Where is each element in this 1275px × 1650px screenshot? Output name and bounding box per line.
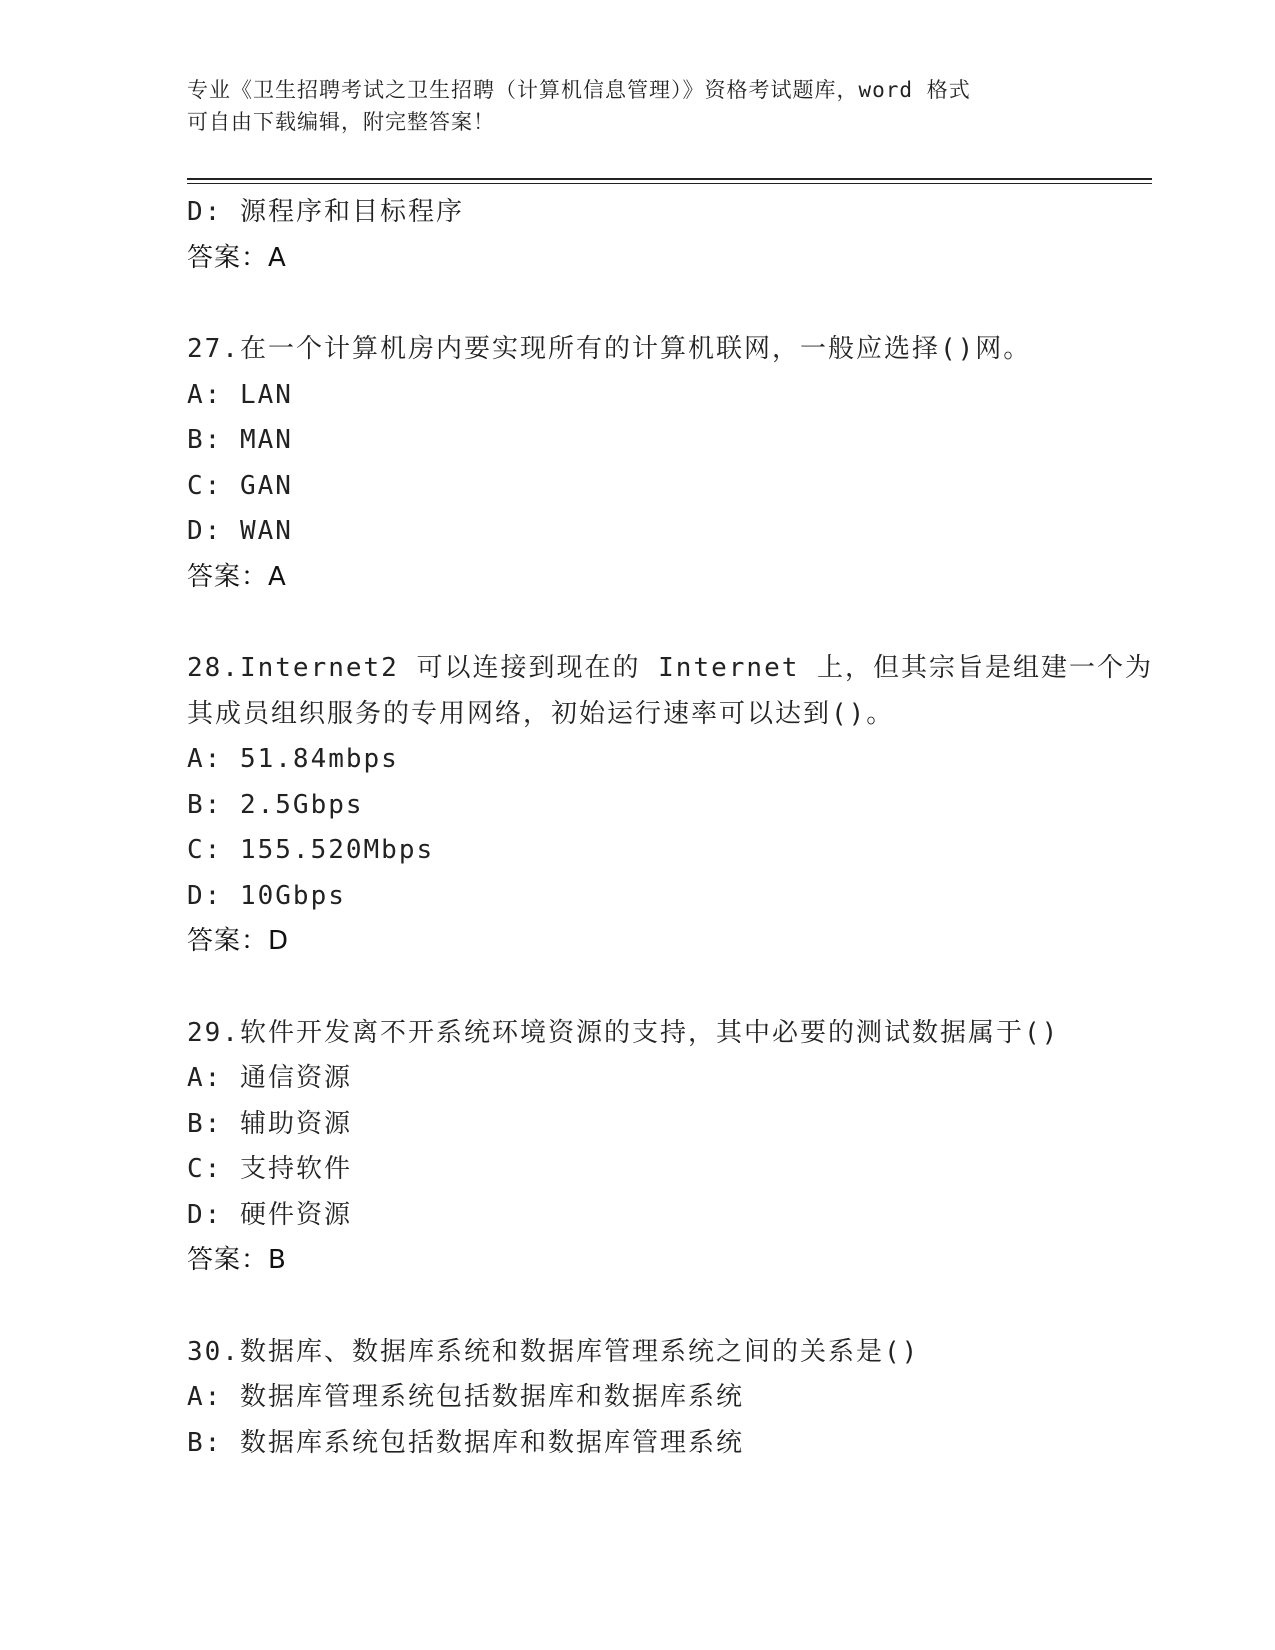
option-b: B: 2.5Gbps xyxy=(187,789,364,820)
option-d: D: 10Gbps xyxy=(187,880,346,911)
option-a: A: LAN xyxy=(187,379,293,410)
answer: 答案：A xyxy=(187,242,287,273)
question-27 xyxy=(187,327,1147,600)
spacer xyxy=(187,281,1147,327)
question-text-continued: 其成员组织服务的专用网络，初始运行速率可以达到()。 xyxy=(187,698,895,729)
option-d: D: 源程序和目标程序 xyxy=(187,197,464,227)
option-a: A: 通信资源 xyxy=(187,1063,352,1093)
document-header xyxy=(187,74,1087,138)
question-29 xyxy=(187,1011,1147,1284)
question-list xyxy=(187,190,1154,1466)
option-a: A: 数据库管理系统包括数据库和数据库系统 xyxy=(187,1382,744,1412)
spacer xyxy=(187,1284,1147,1330)
option-a: A: 51.84mbps xyxy=(187,744,399,774)
answer: 答案：A xyxy=(187,561,287,592)
question-text: 29.软件开发离不开系统环境资源的支持，其中必要的测试数据属于() xyxy=(187,1017,1060,1048)
option-b: B: MAN xyxy=(187,425,293,455)
option-d: D: WAN xyxy=(187,516,293,546)
question-28 xyxy=(187,646,1154,965)
option-d: D: 硬件资源 xyxy=(187,1199,352,1230)
answer: 答案：B xyxy=(187,1245,287,1275)
option-b: B: 辅助资源 xyxy=(187,1108,352,1139)
spacer xyxy=(187,600,1147,646)
question-text: 28.Internet2 可以连接到现在的 Internet 上，但其宗旨是组建一个为 xyxy=(187,653,1154,683)
question-30 xyxy=(187,1330,1147,1467)
answer: 答案：D xyxy=(187,926,290,956)
question-text: 27.在一个计算机房内要实现所有的计算机联网，一般应选择()网。 xyxy=(187,334,1032,364)
option-c: C: 支持软件 xyxy=(187,1154,352,1184)
header-rule-thick xyxy=(187,178,1152,180)
header-rule-thin xyxy=(187,183,1152,184)
option-c: C: 155.520Mbps xyxy=(187,835,435,865)
header-line-2: 可自由下载编辑，附完整答案！ xyxy=(187,110,495,134)
spacer xyxy=(187,965,1147,1011)
question-text: 30.数据库、数据库系统和数据库管理系统之间的关系是() xyxy=(187,1336,920,1367)
option-b: B: 数据库系统包括数据库和数据库管理系统 xyxy=(187,1427,744,1458)
option-c: C: GAN xyxy=(187,470,293,501)
question-26-tail xyxy=(187,190,1147,281)
header-line-1: 专业《卫生招聘考试之卫生招聘（计算机信息管理）》资格考试题库，word 格式 xyxy=(187,78,971,102)
